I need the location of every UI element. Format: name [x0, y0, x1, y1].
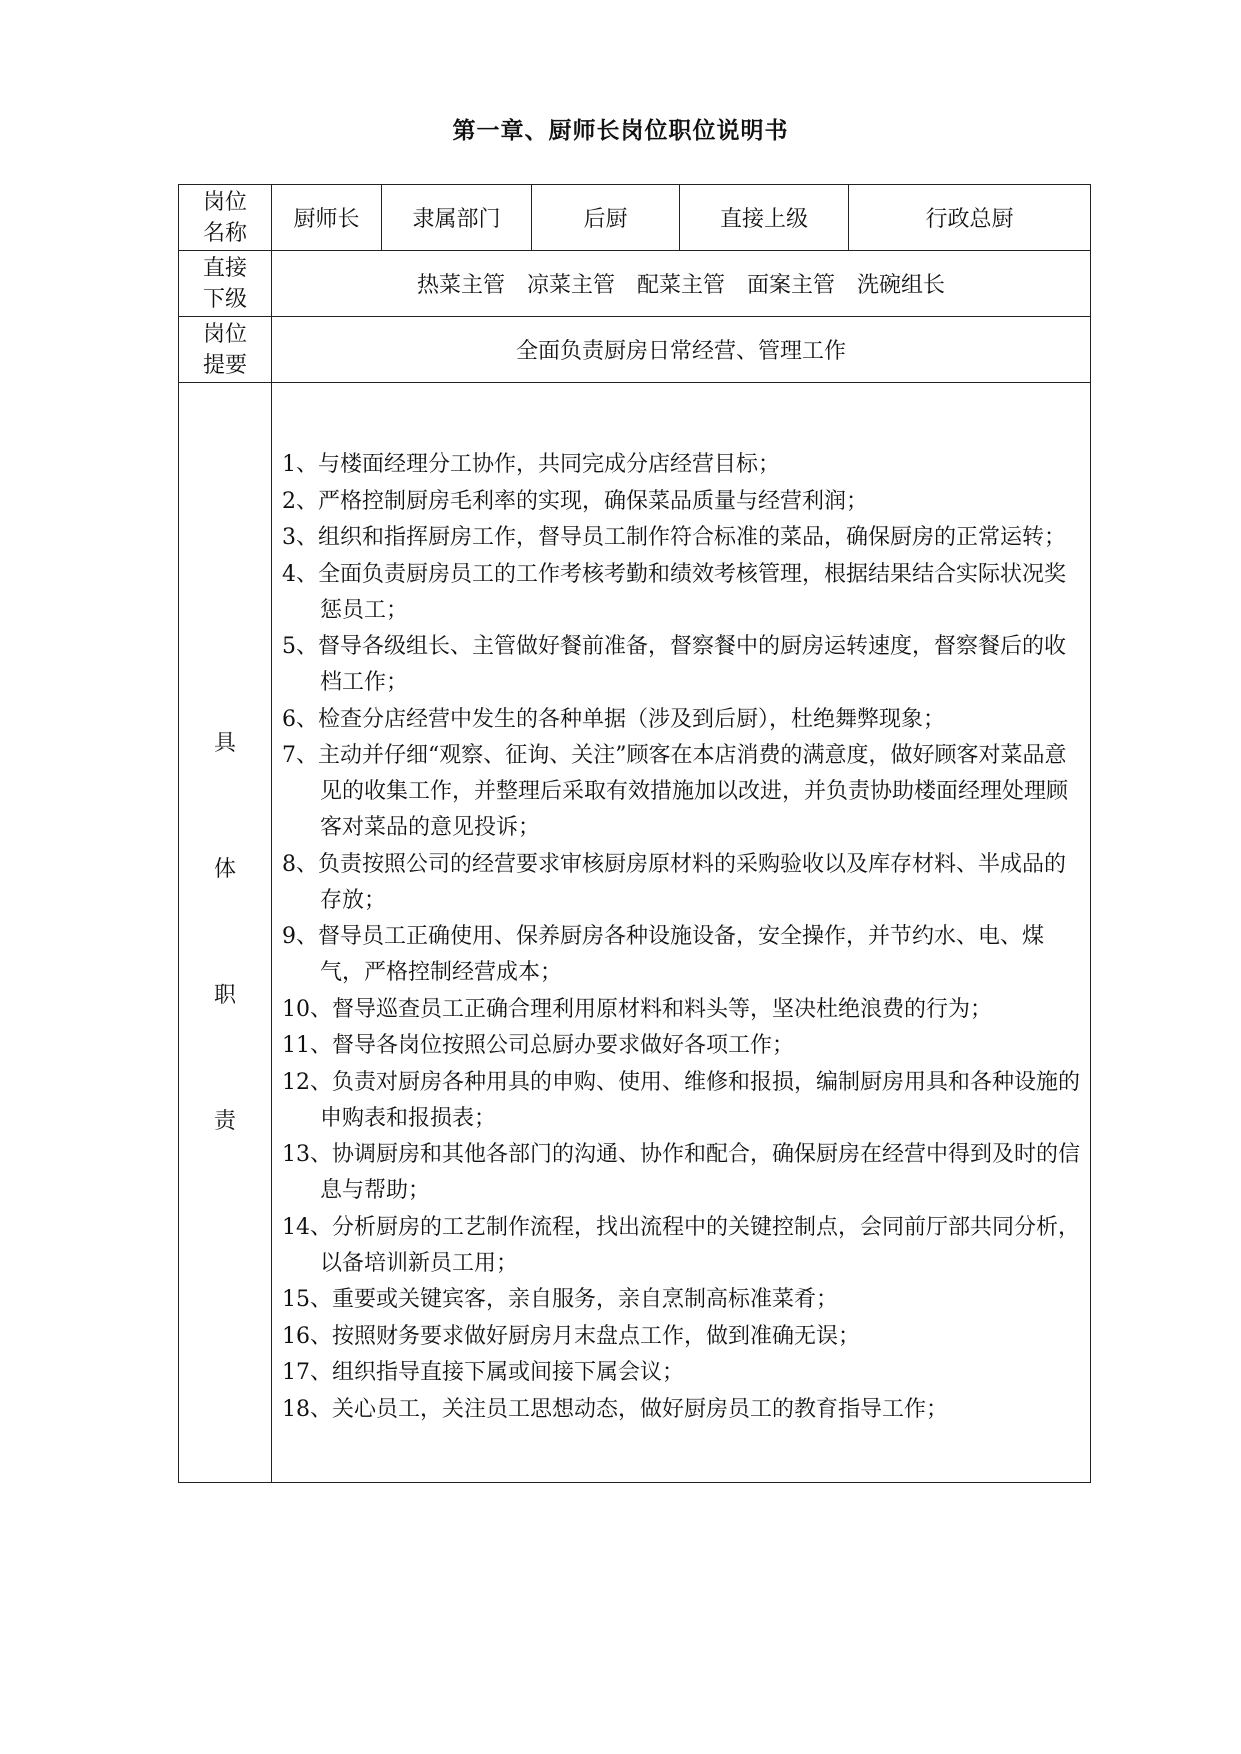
duties-list	[282, 447, 1080, 1428]
summary-label: 岗位 提要	[179, 317, 272, 383]
duty-item: 10、督导巡查员工正确合理利用原材料和料头等，坚决杜绝浪费的行为；	[282, 996, 992, 1022]
row-post-info	[179, 185, 1091, 251]
duty-item: 4、全面负责厨房员工的工作考核考勤和绩效考核管理，根据结果结合实际状况奖惩员工；	[282, 561, 1066, 623]
subordinate-item: 面案主管	[747, 273, 836, 298]
superior-label: 直接上级	[680, 185, 849, 251]
duty-item: 12、负责对厨房各种用具的申购、使用、维修和报损，编制厨房用具和各种设施的申购表和报损表；	[282, 1069, 1080, 1131]
duty-item: 8、负责按照公司的经营要求审核厨房原材料的采购验收以及库存材料、半成品的存放；	[282, 851, 1066, 913]
duty-item: 7、主动并仔细“观察、征询、关注”顾客在本店消费的满意度，做好顾客对菜品意见的收集工作，并整理后采取有效措施加以改进，并负责协助楼面经理处理顾客对菜品的意见投诉；	[282, 743, 1069, 840]
duty-item: 18、关心员工，关注员工思想动态，做好厨房员工的教育指导工作；	[282, 1396, 948, 1422]
row-duties	[179, 383, 1091, 1483]
duties-content	[272, 383, 1091, 1483]
department-label: 隶属部门	[382, 185, 532, 251]
duty-item: 13、协调厨房和其他各部门的沟通、协作和配合，确保厨房在经营中得到及时的信息与帮助；	[282, 1142, 1080, 1203]
post-name-label: 岗位 名称	[179, 185, 272, 251]
duty-item: 14、分析厨房的工艺制作流程，找出流程中的关键控制点，会同前厅部共同分析，以备培训新员工用；	[282, 1214, 1080, 1276]
row-summary	[179, 317, 1091, 383]
superior-value: 行政总厨	[849, 185, 1091, 251]
duty-item: 6、检查分店经营中发生的各种单据（涉及到后厨），杜绝舞弊现象；	[282, 706, 945, 732]
duty-item: 2、严格控制厨房毛利率的实现，确保菜品质量与经营利润；	[282, 488, 868, 514]
subordinate-item: 凉菜主管	[526, 273, 615, 298]
duty-item: 3、组织和指挥厨房工作，督导员工制作符合标准的菜品，确保厨房的正常运转；	[282, 525, 1066, 550]
post-name-value: 厨师长	[272, 185, 382, 251]
page-title: 第一章、厨师长岗位职位说明书	[452, 117, 789, 144]
subordinate-item: 洗碗组长	[857, 273, 946, 298]
duties-label: 具 体 职 责	[179, 383, 272, 1483]
duty-item: 17、组织指导直接下属或间接下属会议；	[282, 1360, 684, 1385]
summary-value: 全面负责厨房日常经营、管理工作	[272, 317, 1091, 383]
duty-item: 11、督导各岗位按照公司总厨办要求做好各项工作；	[282, 1033, 794, 1058]
department-value: 后厨	[532, 185, 680, 251]
subordinates-list	[272, 251, 1091, 317]
duty-item: 15、重要或关键宾客，亲自服务，亲自烹制高标准菜肴；	[282, 1287, 838, 1312]
job-description-table	[178, 184, 1091, 1483]
duty-item: 16、按照财务要求做好厨房月末盘点工作，做到准确无误；	[282, 1323, 860, 1349]
duty-item: 5、督导各级组长、主管做好餐前准备，督察餐中的厨房运转速度，督察餐后的收档工作；	[282, 634, 1066, 695]
row-subordinates	[179, 251, 1091, 317]
duty-item: 9、督导员工正确使用、保养厨房各种设施设备，安全操作，并节约水、电、煤气，严格控制经营成本；	[282, 924, 1044, 985]
duty-item: 1、与楼面经理分工协作，共同完成分店经营目标；	[282, 452, 780, 477]
subordinate-item: 配菜主管	[636, 273, 725, 298]
subordinate-item: 热菜主管	[416, 273, 505, 298]
subordinates-label: 直接 下级	[179, 251, 272, 317]
